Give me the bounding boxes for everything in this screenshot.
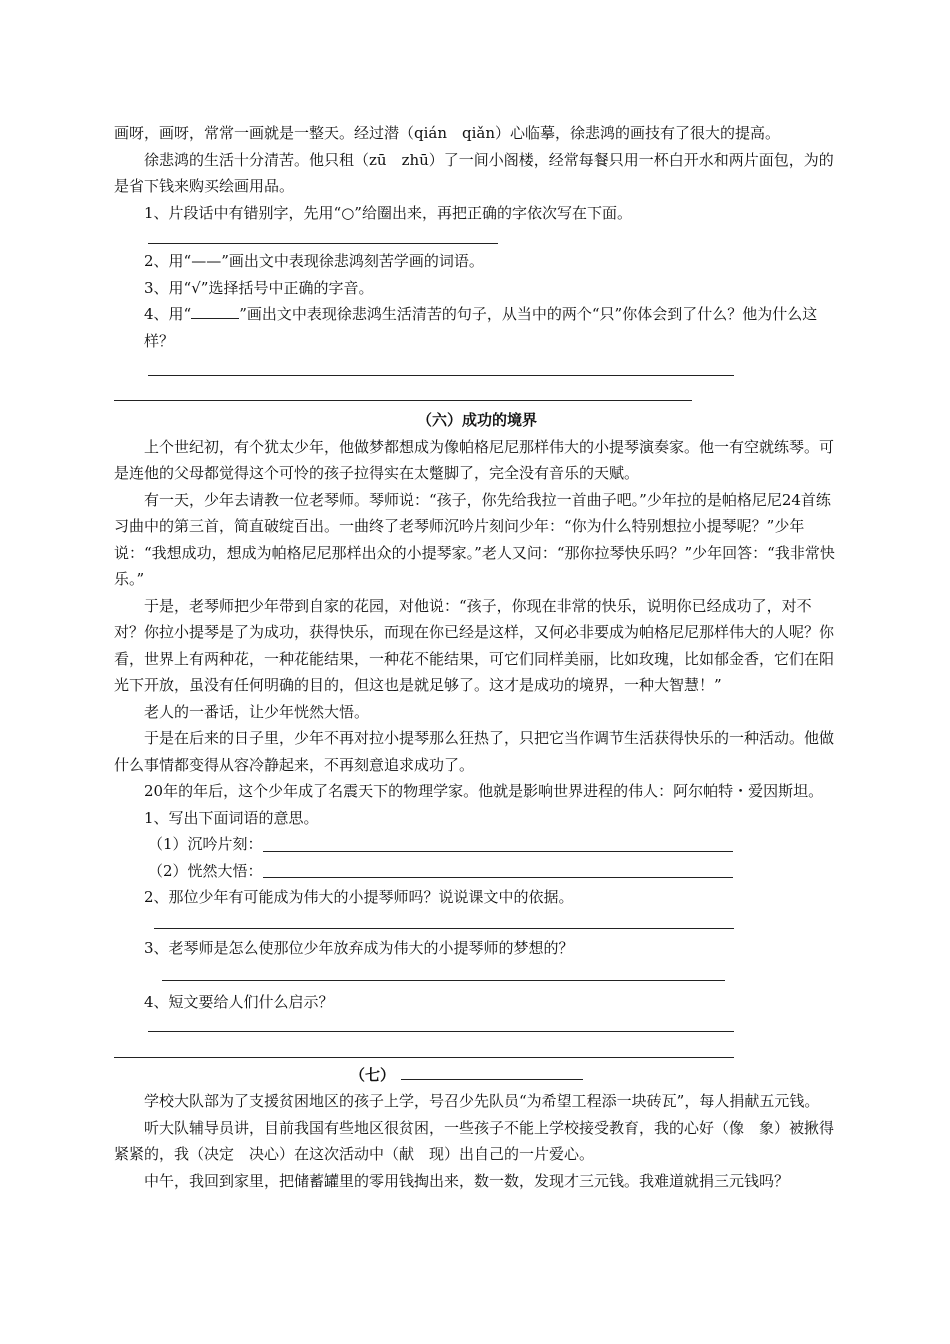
question5-3: 3、用“√”选择括号中正确的字音。 xyxy=(144,278,374,297)
answer-line[interactable] xyxy=(154,927,734,929)
passage6-paragraph-6: 20年的年后，这个少年成了名震天下的物理学家。他就是影响世界进程的伟人：阿尔帕特・爱因斯坦。 xyxy=(144,782,824,800)
question6-3: 3、老琴师是怎么使那位少年放弃成为伟大的小提琴师的梦想的？ xyxy=(144,938,574,957)
question5-4-prefix: 4、用“ xyxy=(144,305,192,323)
title-blank[interactable] xyxy=(401,1063,583,1080)
passage6-paragraph-3: 于是，老琴师把少年带到自家的花园，对他说：“孩子，你现在非常的快乐，说明你已经成功了，对不对？你拉小提琴是了为成功，获得快乐，而现在你已经是这样，又何必非要成为帕格尼尼那样伟大的人呢？你看，世界上有两种花，一种花能结果，一种花不能结果，可它们同样美丽，比如玫瑰，比如郁金香，它们在阳光下开放，虽没有任何明确的目的，但这也是就足够了。这才是成功的境界，一种大智慧！” xyxy=(114,596,835,694)
term-label: （2）恍然大悟： xyxy=(148,861,263,880)
question5-4 xyxy=(114,301,840,354)
answer-line[interactable] xyxy=(263,876,733,878)
passage6-paragraph-1: 上个世纪初，有个犹太少年，他做梦都想成为像帕格尼尼那样伟大的小提琴演奏家。他一有空就练琴。可是连他的父母都觉得这个可怜的孩子拉得实在太蹩脚了，完全没有音乐的天赋。 xyxy=(114,437,835,482)
passage5-paragraph-1: 画呀，画呀，常常一画就是一整天。经过潜（qián qiǎn）心临摹，徐悲鸿的画技有了很大的提高。 xyxy=(114,124,781,142)
passage7-paragraph-2: 听大队辅导员讲，目前我国有些地区很贫困，一些孩子不能上学校接受教育，我的心好（像 象）被揪得紧紧的，我（决定 决心）在这次活动中（献 现）出自己的一片爱心。 xyxy=(114,1118,835,1163)
term-label: （1）沉吟片刻： xyxy=(148,835,263,853)
question6-1-item-1 xyxy=(114,831,840,858)
passage6-paragraph-2: 有一天，少年去请教一位老琴师。琴师说：“孩子，你先给我拉一首曲子吧。”少年拉的是帕格尼尼24首练习曲中的第三首，简直破绽百出。一曲终了老琴师沉吟片刻问少年：“你为什么特别想拉小提琴呢？”少年说：“我想成功，想成为帕格尼尼那样出众的小提琴家。”老人又问：“那你拉琴快乐吗？”少年回答：“我非常快乐。” xyxy=(114,490,835,588)
question5-1: 1、片段话中有错别字，先用“○”给圈出来，再把正确的字依次写在下面。 xyxy=(144,203,632,222)
question5-4-suffix: ”画出文中表现徐悲鸿生活清苦的句子，从当中的两个“只”你体会到了什么？他为什么这样？ xyxy=(144,305,818,350)
passage5-paragraph-2: 徐悲鸿的生活十分清苦。他只租（zū zhū）了一间小阁楼，经常每餐只用一杯白开水和两片面包，为的是省下钱来购买绘画用品。 xyxy=(114,150,834,195)
section7-title: （七） xyxy=(350,1065,396,1084)
worksheet-page xyxy=(114,120,840,1194)
underline-sample xyxy=(191,304,239,319)
question6-4: 4、短文要给人们什么启示？ xyxy=(144,993,334,1011)
question5-2: 2、用“——”画出文中表现徐悲鸿刻苦学画的词语。 xyxy=(144,252,484,270)
section7-heading xyxy=(114,1062,840,1089)
passage6-paragraph-5: 于是在后来的日子里，少年不再对拉小提琴那么狂热了，只把它当作调节生活获得快乐的一种活动。他做什么事情都变得从容冷静起来，不再刻意追求成功了。 xyxy=(114,729,835,774)
answer-line[interactable] xyxy=(114,399,692,401)
question6-2: 2、那位少年有可能成为伟大的小提琴师吗？说说课文中的依据。 xyxy=(144,888,574,906)
question6-1: 1、写出下面词语的意思。 xyxy=(144,808,319,827)
answer-line[interactable] xyxy=(148,242,498,244)
passage6-paragraph-4: 老人的一番话，让少年恍然大悟。 xyxy=(144,702,370,721)
passage7-paragraph-1: 学校大队部为了支援贫困地区的孩子上学，号召少先队员“为希望工程添一块砖瓦”，每人捐献五元钱。 xyxy=(144,1092,820,1110)
answer-line[interactable] xyxy=(162,979,725,981)
answer-line[interactable] xyxy=(263,850,733,852)
passage7-paragraph-3: 中午，我回到家里，把储蓄罐里的零用钱掏出来，数一数，发现才三元钱。我难道就捐三元钱吗？ xyxy=(144,1171,790,1190)
section6-title: （六）成功的境界 xyxy=(416,411,537,429)
answer-line[interactable] xyxy=(114,1056,734,1058)
question6-1-item-2 xyxy=(114,858,840,885)
